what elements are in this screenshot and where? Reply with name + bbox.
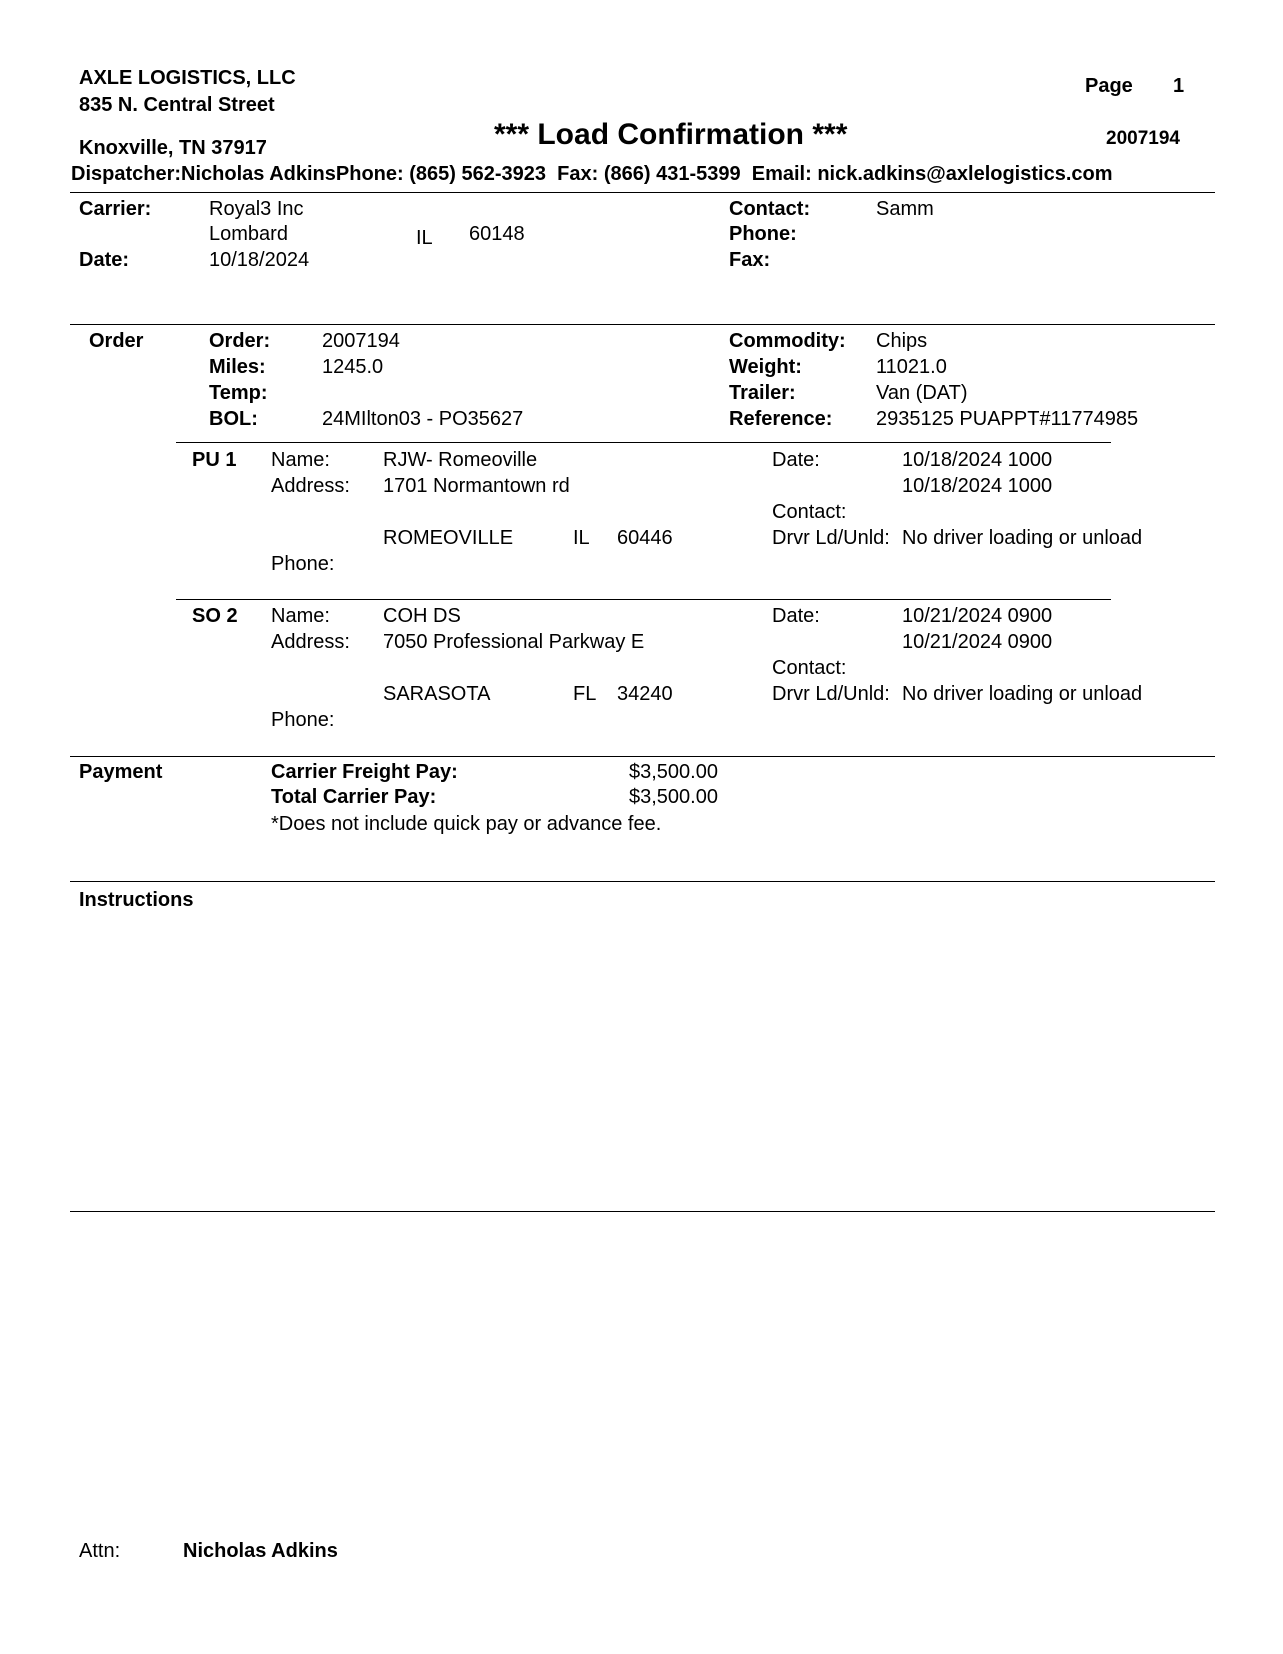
reference-value: 2935125 PUAPPT#11774985 — [876, 408, 1139, 430]
stop-address-label: Address: — [271, 631, 350, 653]
instructions-section-label: Instructions — [79, 889, 194, 911]
dispatcher-name: Nicholas Adkins — [181, 163, 336, 185]
carrier-label: Carrier: — [79, 198, 152, 220]
order-number: 2007194 — [322, 330, 400, 352]
company-city: Knoxville, TN 37917 — [79, 137, 267, 159]
stop-contact-label: Contact: — [772, 501, 847, 523]
stop-name-label: Name: — [271, 449, 330, 471]
divider — [70, 881, 1215, 882]
trailer-value: Van (DAT) — [876, 382, 968, 404]
stop-phone-label: Phone: — [271, 709, 335, 731]
divider — [176, 442, 1111, 443]
carrier-fax-label: Fax: — [729, 249, 771, 271]
page-label: Page — [1085, 75, 1133, 97]
stop-date-1: 10/21/2024 0900 — [902, 605, 1053, 627]
temp-label: Temp: — [209, 382, 268, 404]
weight-label: Weight: — [729, 356, 802, 378]
miles-value: 1245.0 — [322, 356, 384, 378]
carrier-date: 10/18/2024 — [209, 249, 310, 271]
stop-phone-label: Phone: — [271, 553, 335, 575]
stop-city: ROMEOVILLE — [383, 527, 514, 549]
company-street: 835 N. Central Street — [79, 94, 275, 116]
miles-label: Miles: — [209, 356, 266, 378]
stop-drvr-value: No driver loading or unload — [902, 527, 1143, 549]
doc-number: 2007194 — [1106, 128, 1180, 149]
carrier-contact-label: Contact: — [729, 198, 811, 220]
payment-note: *Does not include quick pay or advance fee. — [271, 813, 662, 835]
dispatcher-email-label: Email: — [751, 163, 812, 185]
stop-zip: 34240 — [617, 683, 673, 705]
stop-date-1: 10/18/2024 1000 — [902, 449, 1053, 471]
dispatcher-fax: (866) 431-5399 — [603, 163, 741, 185]
stop-date-2: 10/18/2024 1000 — [902, 475, 1053, 497]
carrier-state: IL — [416, 227, 433, 249]
divider — [70, 756, 1215, 757]
stop-city: SARASOTA — [383, 683, 491, 705]
stop-address-label: Address: — [271, 475, 350, 497]
stop-date-label: Date: — [772, 449, 820, 471]
carrier-zip: 60148 — [469, 223, 525, 245]
order-label: Order: — [209, 330, 271, 352]
dispatcher-email: nick.adkins@axlelogistics.com — [817, 163, 1113, 185]
stop-tag: SO 2 — [192, 605, 238, 627]
stop-date-label: Date: — [772, 605, 820, 627]
dispatcher-fax-label: Fax: — [557, 163, 599, 185]
commodity-value: Chips — [876, 330, 928, 352]
company-name: AXLE LOGISTICS, LLC — [79, 67, 296, 89]
order-section-label: Order — [89, 330, 144, 352]
total-pay-value: $3,500.00 — [629, 786, 718, 808]
stop-drvr-label: Drvr Ld/Unld: — [772, 683, 890, 705]
attn-label: Attn: — [79, 1540, 121, 1562]
dispatcher-line — [71, 164, 1113, 184]
stop-contact-label: Contact: — [772, 657, 847, 679]
total-pay-label: Total Carrier Pay: — [271, 786, 437, 808]
stop-name-label: Name: — [271, 605, 330, 627]
carrier-name: Royal3 Inc — [209, 198, 304, 220]
attn-name: Nicholas Adkins — [183, 1540, 338, 1562]
freight-pay-label: Carrier Freight Pay: — [271, 761, 458, 783]
stop-date-2: 10/21/2024 0900 — [902, 631, 1053, 653]
stop-name: RJW- Romeoville — [383, 449, 538, 471]
weight-value: 11021.0 — [876, 356, 947, 378]
stop-name: COH DS — [383, 605, 461, 627]
divider — [176, 599, 1111, 600]
dispatcher-phone: (865) 562-3923 — [409, 163, 547, 185]
stop-address: 1701 Normantown rd — [383, 475, 570, 497]
carrier-contact: Samm — [876, 198, 934, 220]
stop-address: 7050 Professional Parkway E — [383, 631, 645, 653]
page-title: *** Load Confirmation *** — [494, 118, 848, 151]
divider — [70, 1211, 1215, 1212]
reference-label: Reference: — [729, 408, 833, 430]
commodity-label: Commodity: — [729, 330, 846, 352]
bol-label: BOL: — [209, 408, 258, 430]
page-number: 1 — [1173, 75, 1185, 97]
stop-state: IL — [573, 527, 590, 549]
divider — [70, 192, 1215, 193]
carrier-phone-label: Phone: — [729, 223, 797, 245]
stop-drvr-value: No driver loading or unload — [902, 683, 1143, 705]
stop-tag: PU 1 — [192, 449, 237, 471]
dispatcher-label: Dispatcher: — [71, 163, 182, 185]
freight-pay-value: $3,500.00 — [629, 761, 718, 783]
stop-drvr-label: Drvr Ld/Unld: — [772, 527, 890, 549]
divider — [70, 324, 1215, 325]
stop-zip: 60446 — [617, 527, 673, 549]
stop-state: FL — [573, 683, 597, 705]
payment-section-label: Payment — [79, 761, 163, 783]
dispatcher-phone-label: Phone: — [335, 163, 404, 185]
trailer-label: Trailer: — [729, 382, 796, 404]
bol-value: 24MIlton03 - PO35627 — [322, 408, 524, 430]
carrier-date-label: Date: — [79, 249, 130, 271]
carrier-city: Lombard — [209, 223, 288, 245]
